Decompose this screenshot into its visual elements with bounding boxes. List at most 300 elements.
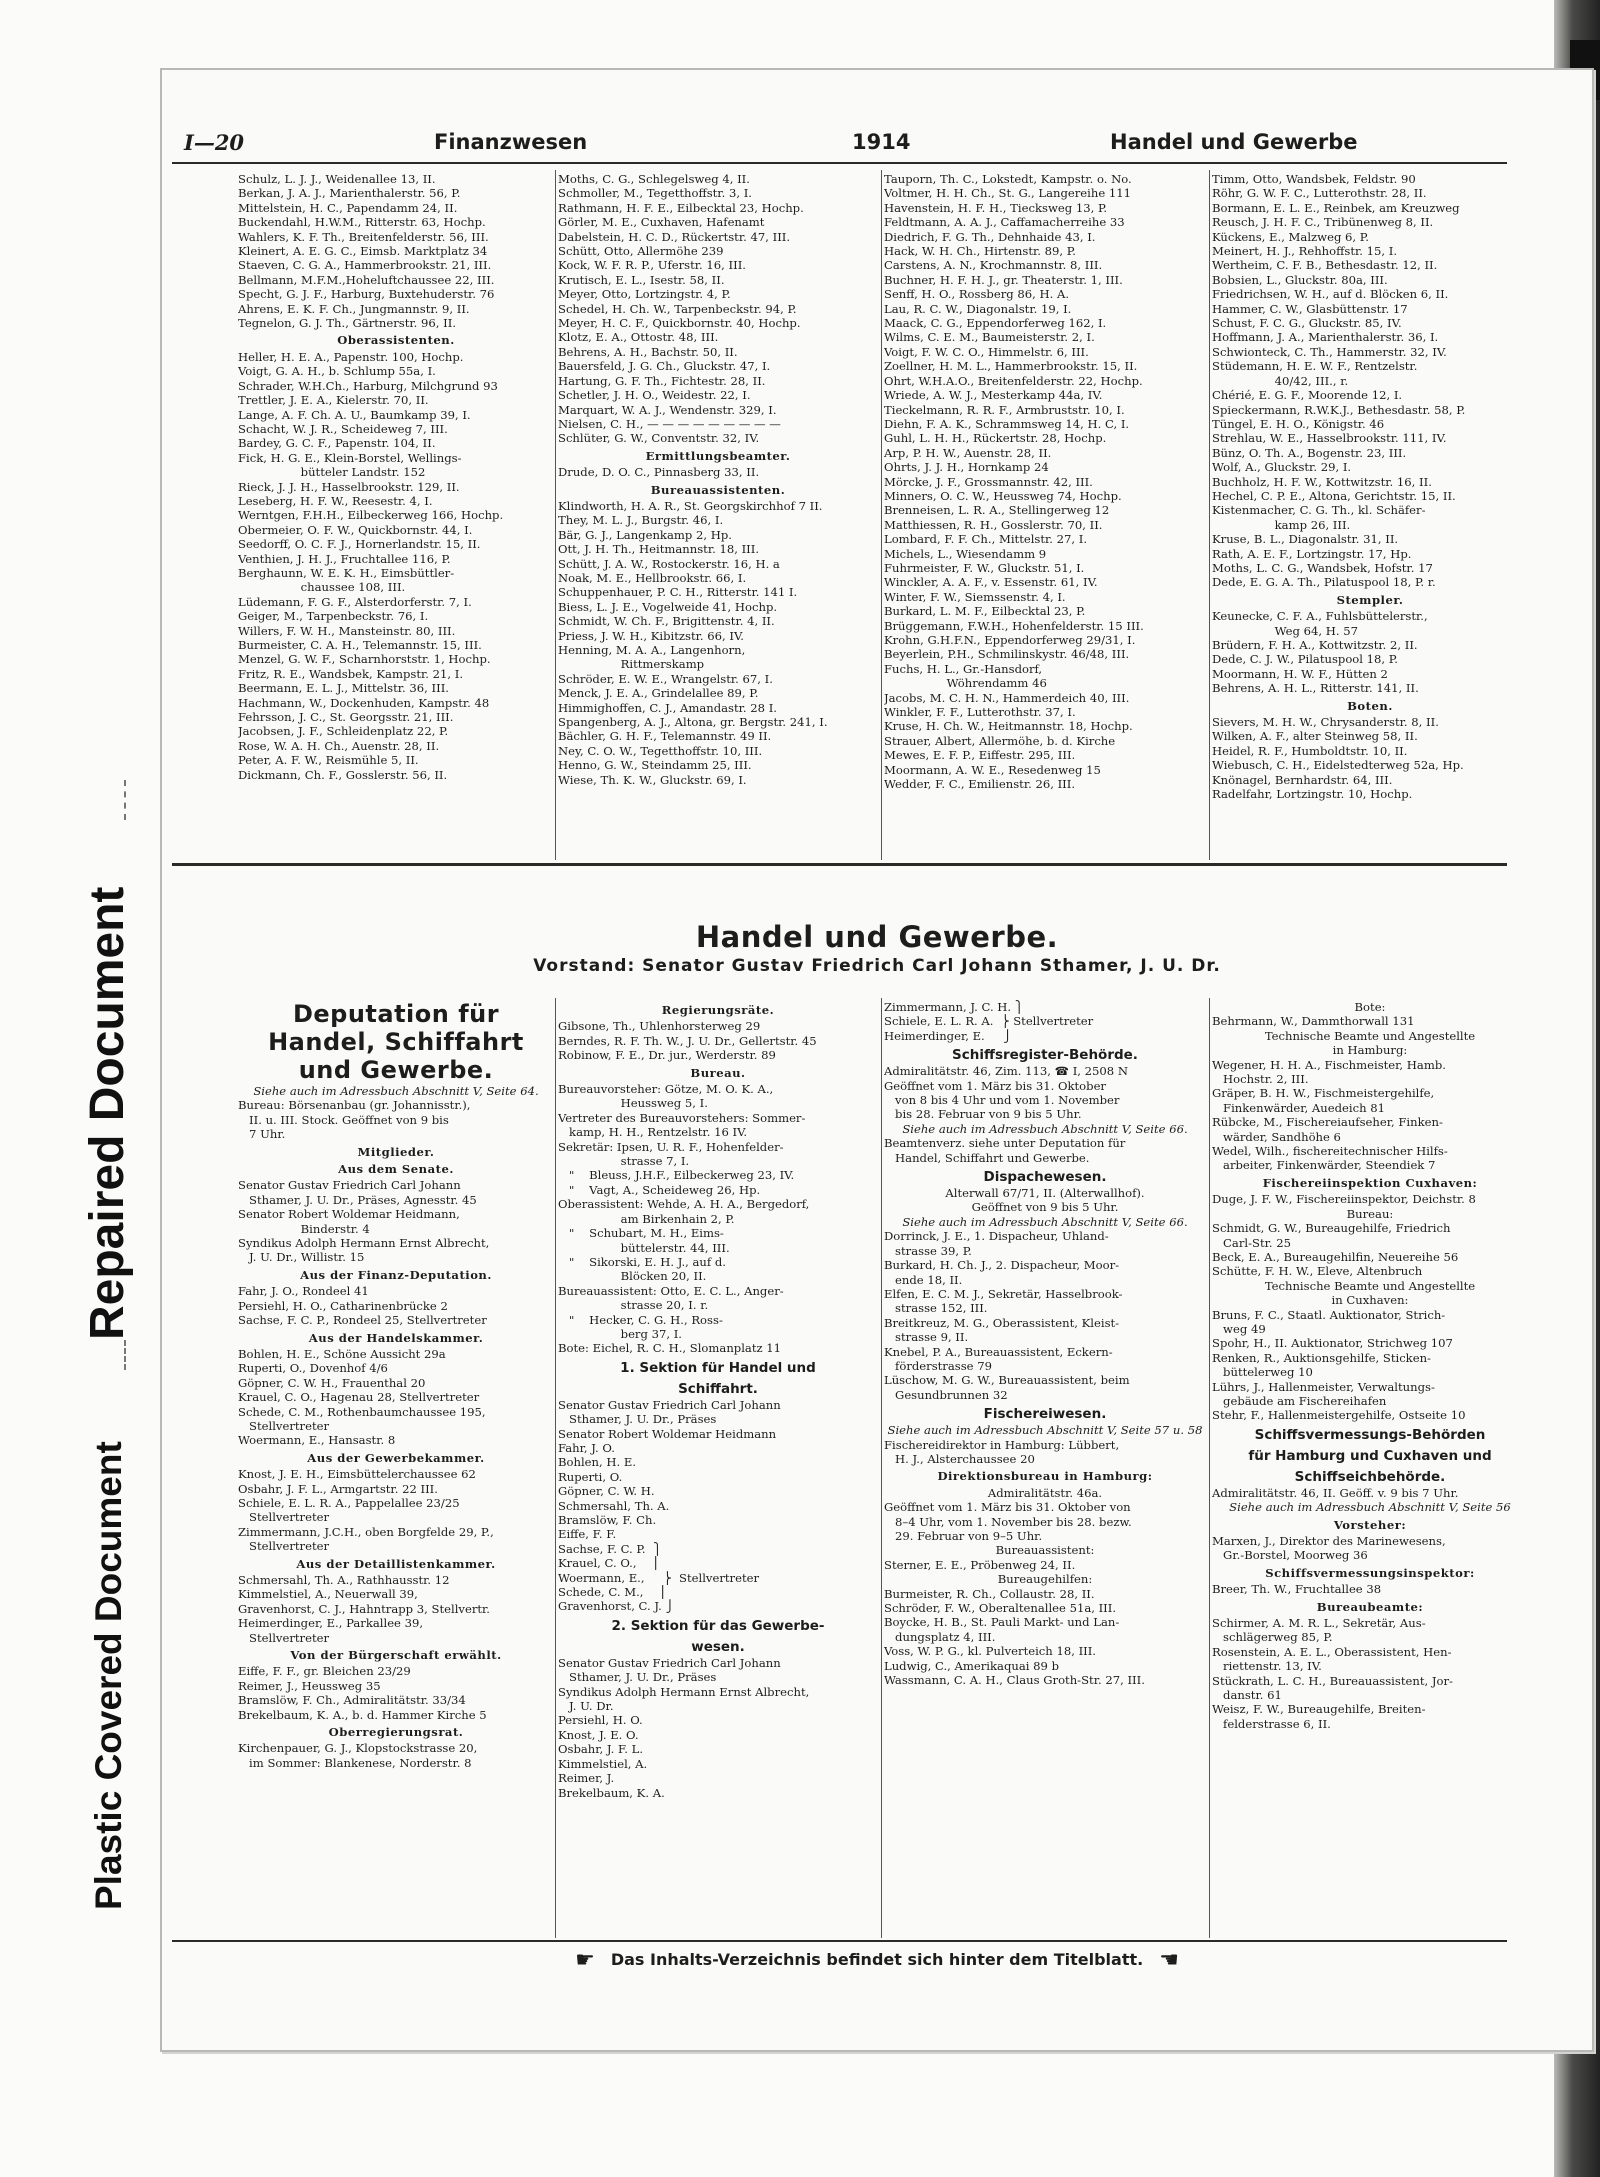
directory-line: Stückrath, L. C. H., Bureauassistent, Jor-	[1212, 1673, 1453, 1688]
directory-line: kamp 26, III.	[1212, 517, 1351, 532]
directory-line: Willers, F. W. H., Mansteinstr. 80, III.	[238, 623, 456, 638]
directory-line: Nielsen, C. H., — — — — — — — — —	[558, 416, 781, 431]
directory-line: chaussee 108, III.	[238, 580, 406, 595]
cross-reference-note: Siehe auch im Adressbuch Abschnitt V, Seite 66.	[902, 1121, 1188, 1136]
directory-line: Fuchs, H. L., Gr.-Hansdorf,	[884, 661, 1043, 676]
directory-line: Buchholz, H. F. W., Kottwitzstr. 16, II.	[1212, 474, 1432, 489]
directory-line: Schiele, E. L. R. A., Pappelallee 23/25	[238, 1495, 460, 1510]
directory-line: Voigt, G. A. H., b. Schlump 55a, I.	[238, 364, 436, 379]
footer-rule	[172, 1940, 1507, 1942]
directory-line: Zoellner, H. M. L., Hammerbrookstr. 15, II.	[884, 359, 1138, 374]
directory-line: Oberassistent: Wehde, A. H. A., Bergedorf,	[558, 1197, 810, 1212]
directory-line: Kirchenpauer, G. J., Klopstockstrasse 20,	[238, 1741, 478, 1756]
directory-line: Schmersahl, Th. A.	[558, 1498, 670, 1513]
directory-line: Schrader, W.H.Ch., Harburg, Milchgrund 93	[238, 378, 498, 393]
directory-line: Krutisch, E. L., Isestr. 58, II.	[558, 272, 725, 287]
directory-line: Moormann, H. W. F., Hütten 2	[1212, 666, 1388, 681]
directory-line: Robinow, F. E., Dr. jur., Werderstr. 89	[558, 1048, 776, 1063]
directory-line: Sthamer, J. U. Dr., Präses	[558, 1412, 717, 1427]
directory-line: Senator Gustav Friedrich Carl Johann	[558, 1397, 781, 1412]
directory-line: felderstrasse 6, II.	[1212, 1716, 1331, 1731]
document-sheet	[160, 68, 1594, 2052]
directory-line: Geöffnet vom 1. März bis 31. Oktober	[884, 1078, 1106, 1093]
directory-line: 7 Uhr.	[238, 1127, 286, 1142]
directory-line: Syndikus Adolph Hermann Ernst Albrecht,	[558, 1684, 810, 1699]
section-heading: Schiffseichbehörde.	[1294, 1468, 1446, 1485]
directory-line: förderstrasse 79	[884, 1358, 992, 1373]
directory-line: Tauporn, Th. C., Lokstedt, Kampstr. o. No.	[884, 172, 1132, 186]
subsection-heading: Ermittlungsbeamter.	[645, 448, 791, 463]
directory-line: Henning, M. A. A., Langenhorn,	[558, 643, 746, 657]
column-divider	[1209, 998, 1210, 1938]
directory-line: arbeiter, Finkenwärder, Steendiek 7	[1212, 1158, 1436, 1173]
directory-line: H. J., Alsterchaussee 20	[884, 1451, 1035, 1466]
directory-line: Görler, M. E., Cuxhaven, Hafenamt	[558, 215, 765, 230]
directory-line: Bär, G. J., Langenkamp 2, Hp.	[558, 527, 732, 542]
directory-line: Wöhrendamm 46	[884, 676, 1047, 691]
directory-line: Stellvertreter	[238, 1630, 330, 1645]
directory-line: Woermann, E., Hansastr. 8	[238, 1433, 396, 1448]
directory-line: Carl-Str. 25	[1212, 1235, 1291, 1250]
directory-line: Hoffmann, J. A., Marienthalerstr. 36, I.	[1212, 330, 1439, 345]
directory-line: Behrmann, W., Dammthorwall 131	[1212, 1014, 1415, 1029]
directory-line: Schütt, J. A. W., Rostockerstr. 16, H. a	[558, 556, 780, 571]
directory-line: Tieckelmann, R. R. F., Armbruststr. 10, I.	[884, 402, 1125, 417]
directory-line: Radelfahr, Lortzingstr. 10, Hochp.	[1212, 787, 1413, 802]
directory-line: Gräper, B. H. W., Fischmeistergehilfe,	[1212, 1086, 1435, 1101]
centered-line: Technische Beamte und Angestellte	[1264, 1028, 1476, 1043]
directory-line: Michels, L., Wiesendamm 9	[884, 546, 1047, 561]
pointing-hand-left-icon: ☚	[1159, 1948, 1179, 1973]
department-title: Deputation für	[292, 1000, 500, 1028]
directory-line: Vertreter des Bureauvorstehers: Sommer-	[558, 1110, 806, 1125]
directory-line: Handel, Schiffahrt und Gewerbe.	[884, 1150, 1090, 1165]
top-column-2	[558, 172, 878, 858]
column-divider	[555, 170, 556, 860]
directory-line: riettenstr. 13, IV.	[1212, 1659, 1322, 1674]
directory-line: Bächler, G. H. F., Telemannstr. 49 II.	[558, 729, 772, 744]
header-left-title: Finanzwesen	[434, 130, 588, 154]
section-board-line: Vorstand: Senator Gustav Friedrich Carl Johann Sthamer, J. U. Dr.	[533, 956, 1221, 976]
directory-line: Beermann, E. L. J., Mittelstr. 36, III.	[238, 681, 449, 696]
directory-line: Brüggemann, F.W.H., Hohenfelderstr. 15 III.	[884, 618, 1144, 633]
directory-line: Admiralitätstr. 46, Zim. 113, ☎ I, 2508 N	[884, 1064, 1129, 1079]
directory-line: Gravenhorst, C. J. ⎭	[558, 1599, 675, 1614]
directory-line: Bauersfeld, J. G. Ch., Gluckstr. 47, I.	[558, 359, 771, 374]
directory-line: Winter, F. W., Siemssenstr. 4, I.	[884, 589, 1066, 604]
directory-line: Schede, C. M., Rothenbaumchaussee 195,	[238, 1404, 486, 1419]
directory-line: Heimerdinger, E. ⎭	[884, 1028, 1012, 1043]
directory-line: Reimer, J., Heussweg 35	[238, 1678, 381, 1693]
directory-line: strasse 152, III.	[884, 1301, 988, 1316]
directory-line: Moths, L. C. G., Wandsbek, Hofstr. 17	[1212, 560, 1433, 575]
directory-line: Winkler, F. F., Lutterothstr. 37, I.	[884, 705, 1076, 720]
directory-line: Krauel, C. O., ⎪	[558, 1556, 660, 1571]
subsection-heading: Bureaubeamte:	[1316, 1599, 1424, 1614]
column-divider	[881, 170, 882, 860]
directory-line: Breer, Th. W., Fruchtallee 38	[1212, 1582, 1382, 1597]
directory-line: am Birkenhain 2, P.	[558, 1211, 735, 1226]
directory-line: Brenneisen, L. R. A., Stellingerweg 12	[884, 503, 1110, 518]
directory-line: Sthamer, J. U. Dr., Präses	[558, 1670, 717, 1685]
top-column-1	[238, 172, 554, 858]
directory-line: Voss, W. P. G., kl. Pulverteich 18, III.	[884, 1644, 1096, 1659]
directory-line: Drude, D. O. C., Pinnasberg 33, II.	[558, 465, 760, 480]
pointing-hand-right-icon: ☛	[575, 1948, 595, 1973]
directory-line: Trettler, J. E. A., Kielerstr. 70, II.	[238, 393, 429, 408]
directory-line: Wriede, A. W. J., Mesterkamp 44a, IV.	[884, 388, 1103, 403]
directory-line: büttelerstr. 44, III.	[558, 1240, 730, 1255]
directory-line: Geöffnet vom 1. März bis 31. Oktober von	[884, 1500, 1131, 1515]
directory-line: Wiebusch, C. H., Eidelstedterweg 52a, Hp.	[1212, 758, 1464, 773]
side-divider-dash	[124, 1340, 128, 1370]
directory-line: von 8 bis 4 Uhr und vom 1. November	[884, 1093, 1120, 1108]
directory-line: Himmighoffen, C. J., Amandastr. 28 I.	[558, 700, 777, 715]
directory-line: Renken, R., Auktionsgehilfe, Sticken-	[1212, 1350, 1431, 1365]
bottom-column-2	[558, 1000, 878, 1935]
subsection-heading: Aus der Handelskammer.	[308, 1330, 484, 1345]
directory-line: Heussweg 5, I.	[558, 1096, 708, 1111]
directory-line: Zimmermann, J.C.H., oben Borgfelde 29, P.,	[238, 1524, 494, 1539]
directory-line: Senator Gustav Friedrich Carl Johann	[238, 1178, 461, 1193]
subsection-heading: Direktionsbureau in Hamburg:	[937, 1469, 1153, 1484]
directory-line: Rath, A. E. F., Lortzingstr. 17, Hp.	[1212, 546, 1412, 561]
directory-line: Burmeister, C. A. H., Telemannstr. 15, III.	[238, 638, 482, 652]
directory-line: Marxen, J., Direktor des Marinewesens,	[1212, 1534, 1446, 1548]
directory-line: Leseberg, H. F. W., Reesestr. 4, I.	[238, 493, 433, 508]
subsection-heading: Stempler.	[1336, 592, 1404, 607]
department-title: und Gewerbe.	[298, 1056, 494, 1084]
directory-line: Fritz, R. E., Wandsbek, Kampstr. 21, I.	[238, 666, 464, 681]
directory-line: im Sommer: Blankenese, Norderstr. 8	[238, 1755, 472, 1770]
directory-line: Lombard, F. F. Ch., Mittelstr. 27, I.	[884, 532, 1088, 547]
directory-line: bütteler Landstr. 152	[238, 465, 426, 480]
directory-line: " Sikorski, E. H. J., auf d.	[558, 1254, 726, 1269]
directory-line: Tüngel, E. H. O., Königstr. 46	[1212, 416, 1385, 431]
directory-line: Hachmann, W., Dockenhuden, Kampstr. 48	[238, 695, 490, 710]
directory-line: Schulz, L. J. J., Weidenallee 13, II.	[238, 172, 436, 186]
directory-line: Reimer, J.	[558, 1771, 615, 1786]
directory-line: Fehrsson, J. C., St. Georgsstr. 21, III.	[238, 710, 454, 725]
directory-line: strasse 7, I.	[558, 1154, 690, 1169]
directory-line: Beamtenverz. siehe unter Deputation für	[884, 1136, 1126, 1151]
directory-line: Specht, G. J. F., Harburg, Buxtehuderstr. 76	[238, 287, 495, 302]
directory-line: Göpner, C. W. H.	[558, 1484, 655, 1499]
directory-line: Spangenberg, A. J., Altona, gr. Bergstr. 241, I.	[558, 715, 828, 730]
directory-line: Voltmer, H. H. Ch., St. G., Langereihe 111	[884, 186, 1131, 201]
directory-line: Biess, L. J. E., Vogelweide 41, Hochp.	[558, 599, 778, 614]
directory-line: Schust, F. C. G., Gluckstr. 85, IV.	[1212, 316, 1402, 331]
directory-line: strasse 20, I. r.	[558, 1298, 709, 1313]
directory-line: Senator Robert Woldemar Heidmann,	[238, 1207, 460, 1222]
bottom-column-1	[238, 1000, 554, 1935]
directory-line: Knost, J. E. O.	[558, 1727, 639, 1742]
plastic-covered-label: Plastic Covered Document	[88, 1441, 129, 1910]
directory-line: Weg 64, H. 57	[1212, 623, 1358, 638]
directory-line: Priess, J. W. H., Kibitzstr. 66, IV.	[558, 628, 744, 643]
directory-line: Minners, O. C. W., Heussweg 74, Hochp.	[884, 488, 1122, 503]
column-divider	[555, 998, 556, 1938]
directory-line: Beyerlein, P.H., Schmilinskystr. 46/48, III.	[884, 647, 1130, 662]
subsection-heading: Mitglieder.	[357, 1144, 435, 1159]
subsection-heading: Bureauassistenten.	[650, 482, 786, 497]
directory-line: Klindworth, H. A. R., St. Georgskirchhof 7 II.	[558, 498, 823, 513]
directory-line: Krauel, C. O., Hagenau 28, Stellvertreter	[238, 1390, 480, 1405]
directory-line: büttelerweg 10	[1212, 1365, 1313, 1380]
directory-line: Heller, H. E. A., Papenstr. 100, Hochp.	[238, 349, 464, 364]
directory-line: Dorrinck, J. E., 1. Dispacheur, Uhland-	[884, 1229, 1109, 1244]
column-divider	[881, 998, 882, 1938]
directory-line: Berkan, J. A. J., Marienthalerstr. 56, P.	[238, 186, 461, 201]
section-heading: Schiffsregister-Behörde.	[952, 1047, 1138, 1064]
directory-line: Keunecke, C. F. A., Fuhlsbüttelerstr.,	[1212, 609, 1428, 624]
directory-line: 8–4 Uhr, vom 1. November bis 28. bezw.	[884, 1514, 1132, 1529]
directory-line: Schmidt, W. Ch. F., Brigittenstr. 4, II.	[558, 614, 775, 629]
directory-line: Wilms, C. E. M., Baumeisterstr. 2, I.	[884, 330, 1095, 345]
directory-line: Marquart, W. A. J., Wendenstr. 329, I.	[558, 402, 777, 417]
directory-line: Bobsien, L., Gluckstr. 80a, III.	[1212, 272, 1388, 287]
directory-line: Syndikus Adolph Hermann Ernst Albrecht,	[238, 1236, 490, 1251]
directory-line: Hechel, C. P. E., Altona, Gerichtstr. 15, II.	[1212, 488, 1456, 503]
directory-line: Wilken, A. F., alter Steinweg 58, II.	[1212, 729, 1418, 744]
directory-line: Seedorff, O. C. F. J., Hornerlandstr. 15, II.	[238, 537, 481, 552]
centered-line: Technische Beamte und Angestellte	[1264, 1278, 1476, 1293]
directory-line: Wedel, Wilh., fischereitechnischer Hilfs-	[1212, 1144, 1448, 1159]
directory-line: Rathmann, H. F. E., Eilbecktal 23, Hochp.	[558, 200, 804, 215]
directory-line: Feldtmann, A. A. J., Caffamacherreihe 33	[884, 215, 1125, 230]
directory-line: Bardey, G. C. F., Papenstr. 104, II.	[238, 436, 436, 451]
directory-line: Sthamer, J. U. Dr., Präses, Agnesstr. 45	[238, 1192, 477, 1207]
directory-line: Stehr, F., Hallenmeistergehilfe, Ostseite 10	[1212, 1408, 1466, 1423]
section-heading: wesen.	[691, 1638, 745, 1655]
directory-line: Schacht, W. J. R., Scheideweg 7, III.	[238, 421, 448, 436]
directory-line: Kückens, E., Malzweg 6, P.	[1212, 229, 1369, 244]
directory-line: They, M. L. J., Burgstr. 46, I.	[558, 513, 724, 528]
directory-line: Blöcken 20, II.	[558, 1269, 707, 1284]
centered-line: Bureaugehilfen:	[997, 1572, 1093, 1587]
directory-line: Bünz, O. Th. A., Bogenstr. 23, III.	[1212, 445, 1407, 460]
directory-line: Carstens, A. N., Krochmannstr. 8, III.	[884, 258, 1103, 273]
section-heading: Schiffahrt.	[678, 1380, 758, 1397]
centered-line: Bote:	[1354, 1000, 1386, 1014]
directory-line: Diehn, F. A. K., Schrammsweg 14, H. C, I.	[884, 416, 1130, 431]
directory-line: Bureauassistent: Otto, E. C. L., Anger-	[558, 1283, 784, 1298]
subsection-heading: Aus dem Senate.	[338, 1162, 454, 1177]
subsection-heading: Oberregierungsrat.	[328, 1725, 464, 1740]
directory-line: Fick, H. G. E., Klein-Borstel, Wellings-	[238, 450, 462, 465]
subsection-heading: Vorsteher:	[1333, 1517, 1407, 1532]
directory-line: Kimmelstiel, A.	[558, 1756, 648, 1771]
centered-line: in Cuxhaven:	[1331, 1293, 1409, 1308]
directory-line: Klotz, E. A., Ottostr. 48, III.	[558, 330, 719, 345]
directory-line: Maack, C. G., Eppendorferweg 162, I.	[884, 316, 1107, 331]
directory-line: Lüdemann, F. G. F., Alsterdorferstr. 7, I.	[238, 594, 472, 609]
directory-line: Heidel, R. F., Humboldtstr. 10, II.	[1212, 743, 1408, 758]
subsection-heading: Fischereiinspektion Cuxhaven:	[1262, 1175, 1478, 1190]
centered-line: in Hamburg:	[1332, 1043, 1408, 1058]
directory-line: Senff, H. O., Rossberg 86, H. A.	[884, 287, 1070, 302]
directory-line: J. U. Dr., Willistr. 15	[238, 1250, 365, 1265]
directory-line: Dickmann, Ch. F., Gosslerstr. 56, II.	[238, 767, 448, 782]
directory-line: Hack, W. H. Ch., Hirtenstr. 89, P.	[884, 244, 1076, 259]
directory-line: Senator Gustav Friedrich Carl Johann	[558, 1655, 781, 1670]
directory-line: Boycke, H. B., St. Pauli Markt- und Lan-	[884, 1615, 1120, 1630]
directory-line: Ruperti, O.	[558, 1469, 623, 1484]
directory-line: Ruperti, O., Dovenhof 4/6	[238, 1361, 388, 1376]
directory-line: Buchner, H. F. H. J., gr. Theaterstr. 1, III.	[884, 272, 1123, 287]
directory-line: Schetler, J. H. O., Weidestr. 22, I.	[558, 388, 751, 403]
subsection-heading: Von der Bürgerschaft erwählt.	[290, 1648, 502, 1663]
directory-line: Schütt, Otto, Allermöhe 239	[558, 244, 724, 259]
directory-line: Stüdemann, H. E. W. F., Rentzelstr.	[1212, 359, 1418, 374]
directory-line: Dabelstein, H. C. D., Rückertstr. 47, III.	[558, 229, 791, 244]
directory-line: Rose, W. A. H. Ch., Auenstr. 28, II.	[238, 738, 440, 753]
directory-line: Lührs, J., Hallenmeister, Verwaltungs-	[1212, 1379, 1435, 1394]
bottom-column-4	[1212, 1000, 1528, 1935]
directory-line: 40/42, III., r.	[1212, 373, 1349, 388]
directory-line: Stellvertreter	[238, 1418, 330, 1433]
directory-line: Gibsone, Th., Uhlenhorsterweg 29	[558, 1019, 761, 1034]
directory-line: Wolf, A., Gluckstr. 29, I.	[1212, 460, 1352, 475]
directory-line: Knebel, P. A., Bureauassistent, Eckern-	[884, 1344, 1113, 1359]
directory-line: Knönagel, Bernhardstr. 64, III.	[1212, 772, 1393, 787]
header-rule	[172, 162, 1507, 164]
directory-line: 29. Februar von 9–5 Uhr.	[884, 1529, 1043, 1543]
directory-line: Woermann, E., ⎬ Stellvertreter	[558, 1570, 760, 1585]
directory-line: Sterner, E. E., Pröbenweg 24, II.	[884, 1557, 1076, 1572]
directory-line: Guhl, L. H. H., Rückertstr. 28, Hochp.	[884, 431, 1107, 446]
directory-line: Sekretär: Ipsen, U. R. F., Hohenfelder-	[558, 1139, 784, 1154]
page-number: I—20	[184, 130, 245, 155]
directory-line: Hammer, C. W., Glasbüttenstr. 17	[1212, 301, 1408, 316]
footer-text: Das Inhalts-Verzeichnis befindet sich hinter dem Titelblatt.	[610, 1950, 1144, 1969]
centered-line: Admiralitätstr. 46a.	[987, 1485, 1103, 1500]
directory-line: Behrens, A. H., Bachstr. 50, II.	[558, 344, 738, 359]
section-heading: Schiffsvermessungs-Behörden	[1254, 1426, 1486, 1443]
directory-line: schlägerweg 85, P.	[1212, 1630, 1333, 1645]
directory-line: Diedrich, F. G. Th., Dehnhaide 43, I.	[884, 229, 1096, 244]
directory-line: " Hecker, C. G. H., Ross-	[558, 1312, 723, 1327]
directory-line: Henno, G. W., Steindamm 25, III.	[558, 758, 752, 773]
directory-line: Bohlen, H. E., Schöne Aussicht 29a	[238, 1346, 446, 1361]
directory-line: Chérié, E. G. F., Moorende 12, I.	[1212, 388, 1403, 403]
directory-line: strasse 39, P.	[884, 1243, 972, 1258]
subsection-heading: Boten.	[1347, 698, 1393, 713]
directory-line: Finkenwärder, Auedeich 81	[1212, 1100, 1386, 1115]
directory-line: Stellvertreter	[238, 1510, 330, 1525]
directory-line: Jacobs, M. C. H. N., Hammerdeich 40, III.	[884, 690, 1130, 705]
subsection-heading: Aus der Gewerbekammer.	[307, 1450, 485, 1465]
subsection-heading: Regierungsräte.	[661, 1003, 775, 1017]
directory-line: Lüschow, M. G. W., Bureauassistent, beim	[884, 1373, 1130, 1388]
directory-line: Fuhrmeister, F. W., Gluckstr. 51, I.	[884, 560, 1085, 575]
directory-line: Wahlers, K. F. Th., Breitenfelderstr. 56, III.	[238, 229, 489, 244]
section-heading: für Hamburg und Cuxhaven und	[1248, 1447, 1492, 1464]
centered-line: Bureauassistent:	[995, 1543, 1095, 1558]
directory-line: ende 18, II.	[884, 1272, 963, 1287]
directory-line: Geiger, M., Tarpenbeckstr. 76, I.	[238, 609, 429, 624]
directory-line: Friedrichsen, W. H., auf d. Blöcken 6, II.	[1212, 287, 1449, 302]
department-title: Handel, Schiffahrt	[268, 1028, 524, 1056]
directory-line: Behrens, A. H. L., Ritterstr. 141, II.	[1212, 681, 1419, 696]
directory-line: Dede, E. G. A. Th., Pilatuspool 18, P. r.	[1212, 575, 1436, 590]
directory-line: J. U. Dr.	[558, 1699, 614, 1714]
directory-line: Tegnelon, G. J. Th., Gärtnerstr. 96, II.	[238, 316, 457, 331]
directory-line: Schwionteck, C. Th., Hammerstr. 32, IV.	[1212, 344, 1447, 359]
directory-line: kamp, H. H., Rentzelstr. 16 IV.	[558, 1125, 748, 1140]
directory-line: Rittmerskamp	[558, 657, 705, 672]
directory-line: Schmidt, G. W., Bureaugehilfe, Friedrich	[1212, 1221, 1451, 1236]
subsection-heading: Schiffsvermessungsinspektor:	[1265, 1565, 1475, 1580]
directory-line: Beck, E. A., Bureaugehilfin, Neuereihe 56	[1212, 1249, 1459, 1264]
directory-line: Persiehl, H. O., Catharinenbrücke 2	[238, 1298, 448, 1313]
directory-line: Mittelstein, H. C., Papendamm 24, II.	[238, 200, 458, 215]
directory-line: Osbahr, J. F. L.	[558, 1742, 644, 1757]
directory-line: Schuppenhauer, P. C. H., Ritterstr. 141 I.	[558, 585, 798, 600]
directory-line: Wertheim, C. F. B., Bethesdastr. 12, II.	[1212, 258, 1438, 273]
section-heading: 2. Sektion für das Gewerbe-	[611, 1617, 825, 1634]
directory-line: Moths, C. G., Schlegelsweg 4, II.	[558, 172, 750, 186]
directory-line: Lau, R. C. W., Diagonalstr. 19, I.	[884, 301, 1072, 316]
header-year: 1914	[852, 130, 911, 154]
directory-line: Kistenmacher, C. G. Th., kl. Schäfer-	[1212, 503, 1426, 518]
directory-line: Eiffe, F. F., gr. Bleichen 23/29	[238, 1664, 411, 1679]
directory-line: Burmeister, R. Ch., Collaustr. 28, II.	[884, 1586, 1095, 1601]
directory-line: dungsplatz 4, III.	[884, 1629, 996, 1644]
side-divider-dash	[124, 780, 128, 820]
directory-line: Brüdern, F. H. A., Kottwitzstr. 2, II.	[1212, 638, 1418, 652]
directory-line: Gr.-Borstel, Moorweg 36	[1212, 1548, 1368, 1563]
directory-line: Schmoller, M., Tegetthoffstr. 3, I.	[558, 186, 752, 201]
directory-line: Bureauvorsteher: Götze, M. O. K. A.,	[558, 1082, 774, 1097]
directory-line: Hochstr. 2, III.	[1212, 1072, 1309, 1087]
directory-line: weg 49	[1212, 1321, 1266, 1336]
directory-line: Kleinert, A. E. G. C., Eimsb. Marktplatz 34	[238, 244, 488, 259]
directory-line: Ahrens, E. K. F. Ch., Jungmannstr. 9, II.	[238, 301, 470, 316]
directory-line: Berndes, R. F. Th. W., J. U. Dr., Gellertstr. 45	[558, 1033, 817, 1048]
directory-line: Meyer, Otto, Lortzingstr. 4, P.	[558, 287, 731, 302]
directory-line: Ludwig, C., Amerikaquai 89 b	[884, 1658, 1059, 1673]
directory-line: Schmersahl, Th. A., Rathhausstr. 12	[238, 1573, 450, 1587]
directory-line: wärder, Sandhöhe 6	[1212, 1129, 1341, 1144]
directory-line: berg 37, I.	[558, 1326, 682, 1341]
directory-line: Spohr, H., II. Auktionator, Strichweg 107	[1212, 1336, 1453, 1351]
directory-line: Berghaunn, W. E. K. H., Eimsbüttler-	[238, 565, 455, 580]
directory-line: gebäude am Fischereihafen	[1212, 1393, 1387, 1408]
column-divider	[1209, 170, 1210, 860]
directory-line: Fahr, J. O., Rondeel 41	[238, 1284, 369, 1299]
directory-line: Ohrts, J. J. H., Hornkamp 24	[884, 460, 1049, 475]
directory-line: Bureau: Börsenanbau (gr. Johannisstr.),	[238, 1098, 471, 1113]
directory-line: Duge, J. F. W., Fischereiinspektor, Deichstr. 8	[1212, 1192, 1476, 1207]
running-header	[184, 130, 1358, 158]
directory-line: Schiele, E. L. R. A. ⎬ Stellvertreter	[884, 1014, 1094, 1029]
directory-line: Senator Robert Woldemar Heidmann	[558, 1426, 777, 1441]
directory-line: Buckendahl, H.W.M., Ritterstr. 63, Hochp.	[238, 215, 486, 230]
centered-line: Bureau:	[1346, 1206, 1394, 1221]
cross-reference-note: Siehe auch im Adressbuch Abschnitt V, Seite 57 u. 58	[887, 1423, 1203, 1438]
directory-line: Wegener, H. H. A., Fischmeister, Hamb.	[1212, 1057, 1446, 1072]
section-heading: Dispachewesen.	[983, 1169, 1107, 1186]
directory-line: Spieckermann, R.W.K.J., Bethesdastr. 58, P.	[1212, 402, 1466, 417]
header-right-title: Handel und Gewerbe	[1110, 130, 1358, 154]
cross-reference-note: Siehe auch im Adressbuch Abschnitt V, Seite 56	[1229, 1500, 1511, 1515]
directory-line: Timm, Otto, Wandsbek, Feldstr. 90	[1212, 172, 1416, 186]
directory-line: Sievers, M. H. W., Chrysanderstr. 8, II.	[1212, 715, 1439, 730]
directory-line: Rosenstein, A. E. L., Oberassistent, Hen-	[1212, 1644, 1452, 1659]
directory-line: Bellmann, M.F.M.,Hoheluftchaussee 22, III.	[238, 272, 495, 287]
directory-line: Fischereidirektor in Hamburg: Lübbert,	[884, 1437, 1120, 1452]
